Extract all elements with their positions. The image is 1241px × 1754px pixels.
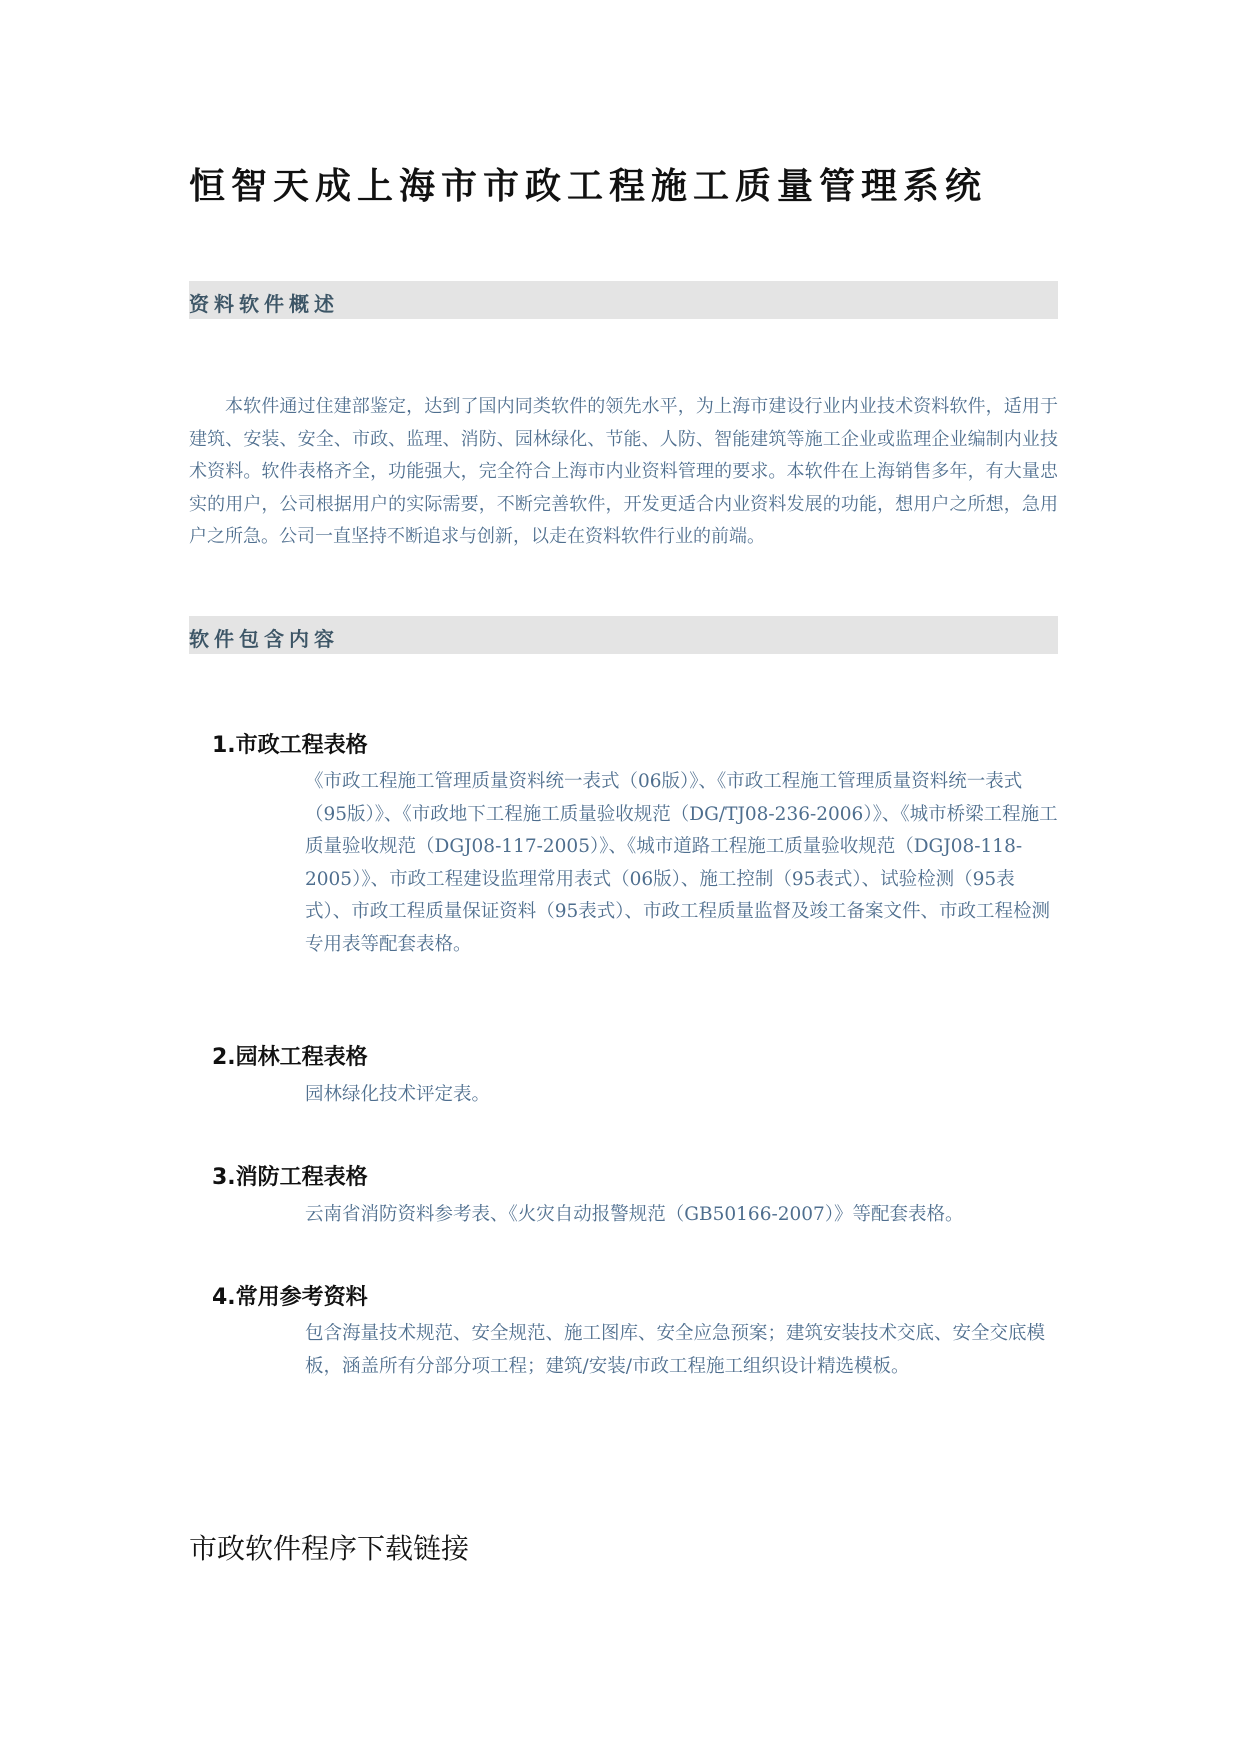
content-item-heading-fire: 3.消防工程表格 — [212, 1165, 368, 1190]
document-title: 恒智天成上海市市政工程施工质量管理系统 — [189, 166, 988, 207]
content-item-heading-landscape: 2.园林工程表格 — [212, 1045, 368, 1070]
download-link[interactable]: 市政软件程序下载链接 — [189, 1532, 470, 1565]
content-item-body-fire: 云南省消防资料参考表、《火灾自动报警规范（GB50166-2007）》等配套表格。 — [305, 1204, 964, 1225]
content-item-heading-reference: 4.常用参考资料 — [212, 1285, 368, 1310]
section-header-contents — [189, 616, 1058, 654]
section-header-overview — [189, 281, 1058, 319]
content-item-body-reference: 包含海量技术规范、安全规范、施工图库、安全应急预案；建筑安装技术交底、安全交底模板，涵盖所有分部分项工程；建筑/安装/市政工程施工组织设计精选模板。 — [305, 1323, 1046, 1377]
content-item-heading-municipal: 1.市政工程表格 — [212, 733, 368, 758]
content-item-body-landscape: 园林绿化技术评定表。 — [305, 1084, 491, 1105]
section-heading-overview: 资料软件概述 — [189, 292, 339, 316]
section-heading-contents: 软件包含内容 — [189, 627, 339, 651]
overview-paragraph: 本软件通过住建部鉴定，达到了国内同类软件的领先水平，为上海市建设行业内业技术资料软件，适用于建筑、安装、安全、市政、监理、消防、园林绿化、节能、人防、智能建筑等施工企业或监理企业编制内业技术资料。软件表格齐全，功能强大，完全符合上海市内业资料管理的要求。本软件在上海销售多年，有大量忠实的用户，公司根据用户的实际需要，不断完善软件，开发更适合内业资料发展的功能，想用户之所想，急用户之所急。公司一直坚持不断追求与创新，以走在资料软件行业的前端。 — [189, 396, 1058, 547]
content-item-body-municipal: 《市政工程施工管理质量资料统一表式（06版）》、《市政工程施工管理质量资料统一表式（95版）》、《市政地下工程施工质量验收规范（DG/TJ08-236-2006）》、《城市桥梁工程施工质量验收规范（DGJ08-117-2005）》、《城市道路工程施工质量验收规范（DGJ08-118-2005）》、市政工程建设监理常用表式（06版）、施工控制（95表式）、试验检测（95表式）、市政工程质量保证资料（95表式）、市政工程质量监督及竣工备案文件、市政工程检测专用表等配套表格。 — [305, 771, 1058, 955]
